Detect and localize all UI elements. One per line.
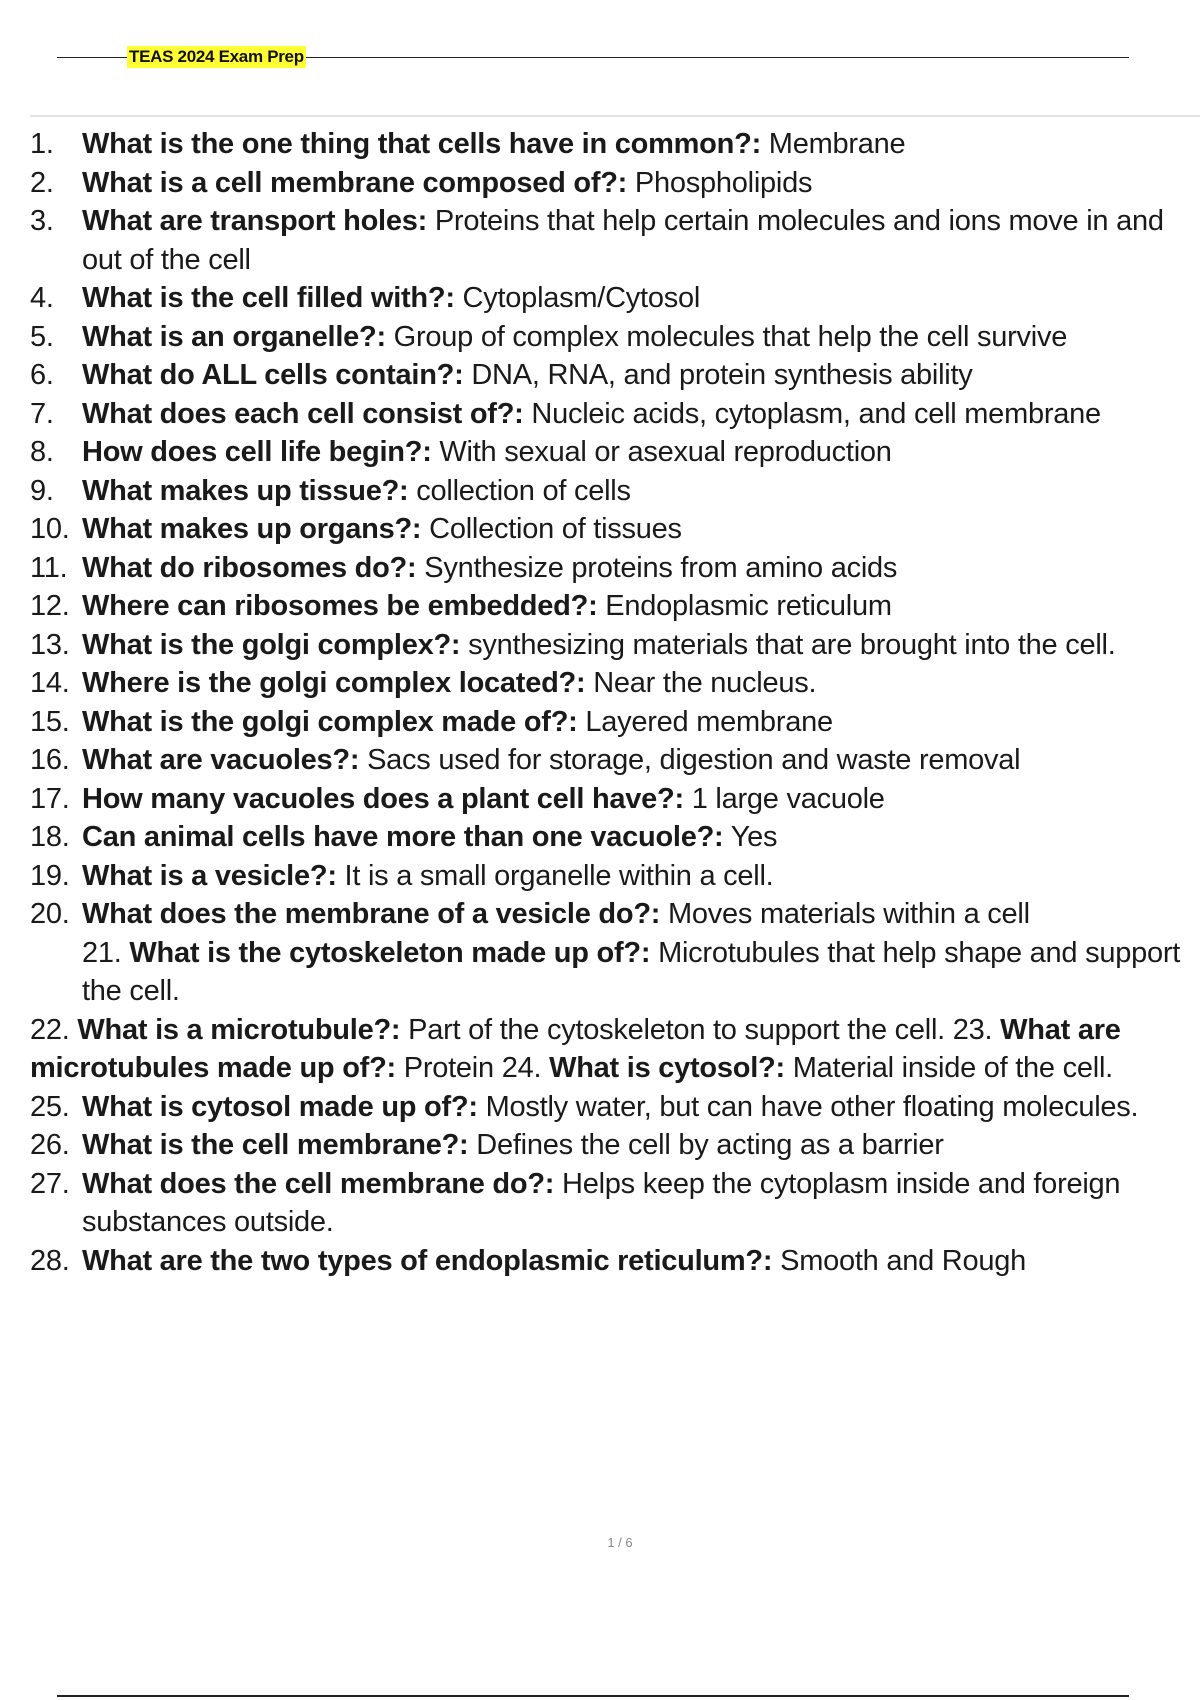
qa-item — [30, 433, 1200, 472]
answer: Defines the cell by acting as a barrier — [468, 1129, 944, 1161]
question: What is a microtubule?: — [77, 1013, 401, 1046]
answer: Membrane — [760, 128, 906, 160]
question: What is cytosol made up of?: — [82, 1090, 478, 1123]
item-number: 27. — [30, 1167, 70, 1200]
qa-item — [30, 818, 1200, 857]
question: Where is the golgi complex located?: — [82, 667, 586, 699]
item-number: 7. — [30, 397, 54, 430]
item-number: 10. — [30, 513, 70, 545]
item-number: 24. — [501, 1052, 542, 1084]
question: Where can ribosomes be embedded?: — [82, 590, 598, 622]
qa-item — [30, 703, 1200, 742]
answer: Part of the cytoskeleton to support the cell. — [400, 1013, 945, 1046]
qa-item — [30, 857, 1200, 896]
item-number: 6. — [30, 359, 54, 391]
answer: Smooth and Rough — [772, 1244, 1027, 1277]
question: What makes up organs?: — [82, 513, 422, 545]
page-number: 1 / 6 — [607, 1535, 633, 1550]
question: What do ribosomes do?: — [82, 551, 417, 584]
item-number: 20. — [30, 898, 70, 930]
answer: collection of cells — [408, 474, 631, 507]
item-number: 5. — [30, 320, 54, 353]
qa-item — [30, 549, 1200, 588]
question: What is the golgi complex made of?: — [82, 705, 578, 738]
qa-item — [30, 895, 1200, 934]
question: What is the cytoskeleton made up of?: — [129, 936, 651, 969]
answer: Nucleic acids, cytoplasm, and cell membrane — [523, 397, 1101, 430]
question: How does cell life begin?: — [82, 436, 432, 468]
content-top-rule — [30, 115, 1200, 117]
question: What does the membrane of a vesicle do?: — [82, 898, 661, 930]
answer: Phospholipids — [627, 166, 813, 199]
qa-item — [30, 741, 1200, 780]
question: What do ALL cells contain?: — [82, 359, 464, 391]
item-number: 12. — [30, 590, 70, 622]
qa-item — [30, 356, 1200, 395]
question: What makes up tissue?: — [82, 474, 409, 507]
answer: Layered membrane — [577, 705, 833, 738]
answer: 1 large vacuole — [683, 782, 885, 815]
qa-item — [30, 279, 1200, 318]
item-number: 25. — [30, 1090, 70, 1123]
answer: Material inside of the cell. — [784, 1052, 1113, 1084]
item-number: 19. — [30, 859, 70, 892]
question: What does each cell consist of?: — [82, 397, 524, 430]
answer: Yes — [723, 821, 778, 853]
item-number: 21. — [82, 936, 122, 969]
question: What is the one thing that cells have in common?: — [82, 128, 761, 160]
footer-rule — [57, 1695, 1129, 1697]
question: What is the cell filled with?: — [82, 282, 455, 314]
answer: Mostly water, but can have other floating molecules. — [477, 1090, 1139, 1123]
item-number: 13. — [30, 628, 70, 661]
item-number: 28. — [30, 1244, 70, 1277]
qa-item — [30, 164, 1200, 203]
answer: Moves materials within a cell — [660, 898, 1030, 930]
qa-item — [30, 202, 1200, 279]
answer: Group of complex molecules that help the cell survive — [385, 320, 1068, 353]
answer: Cytoplasm/Cytosol — [454, 282, 701, 314]
question: What is the golgi complex?: — [82, 628, 461, 661]
answer: With sexual or asexual reproduction — [431, 436, 892, 468]
qa-item — [30, 780, 1200, 819]
question: How many vacuoles does a plant cell have?: — [82, 782, 684, 815]
item-number: 17. — [30, 782, 70, 815]
qa-item — [30, 472, 1200, 511]
question: What are microtubules made up of?: — [30, 1013, 1121, 1084]
item-number: 1. — [30, 128, 54, 160]
question: What is a cell membrane composed of?: — [82, 166, 628, 199]
question: What are the two types of endoplasmic reticulum?: — [82, 1244, 773, 1277]
item-number: 8. — [30, 436, 54, 468]
qa-item — [30, 1126, 1200, 1165]
qa-item — [30, 395, 1200, 434]
qa-item — [30, 626, 1200, 665]
qa-item — [30, 125, 1200, 164]
qa-item — [30, 318, 1200, 357]
qa-item — [30, 934, 1200, 1011]
item-number: 23. — [952, 1013, 993, 1046]
item-number: 18. — [30, 821, 70, 853]
item-number: 2. — [30, 166, 54, 199]
qa-item — [30, 1242, 1200, 1281]
answer: Protein — [395, 1052, 494, 1084]
answer: Sacs used for storage, digestion and waste removal — [359, 744, 1021, 776]
item-number: 9. — [30, 474, 54, 507]
answer: Near the nucleus. — [585, 667, 817, 699]
document-title: TEAS 2024 Exam Prep — [129, 47, 304, 66]
answer: DNA, RNA, and protein synthesis ability — [463, 359, 973, 391]
question: Can animal cells have more than one vacuole?: — [82, 821, 724, 853]
qa-item — [30, 1088, 1200, 1127]
item-number: 26. — [30, 1129, 70, 1161]
qa-item — [30, 664, 1200, 703]
answer: Collection of tissues — [421, 513, 682, 545]
answer: Synthesize proteins from amino acids — [416, 551, 898, 584]
item-number: 11. — [30, 551, 68, 584]
answer: It is a small organelle within a cell. — [336, 859, 774, 892]
question: What does the cell membrane do?: — [82, 1167, 555, 1200]
item-number: 15. — [30, 705, 70, 738]
qa-item — [30, 1165, 1200, 1242]
page-header — [57, 44, 1129, 70]
qa-item — [30, 587, 1200, 626]
qa-item-run-on — [30, 1011, 1200, 1088]
question: What are transport holes: — [82, 205, 428, 237]
item-number: 14. — [30, 667, 70, 699]
question: What is an organelle?: — [82, 320, 386, 353]
answer: Helps keep the cytoplasm inside and foreign substances outside. — [82, 1167, 1121, 1238]
item-number: 4. — [30, 282, 54, 314]
answer: Microtubules that help shape and support the cell. — [82, 936, 1181, 1007]
item-number: 16. — [30, 744, 70, 776]
qa-list — [30, 125, 1200, 1280]
question: What is cytosol?: — [549, 1052, 785, 1084]
item-number: 3. — [30, 205, 54, 237]
answer: Proteins that help certain molecules and ions move in and out of the cell — [82, 205, 1164, 276]
answer: Endoplasmic reticulum — [597, 590, 892, 622]
qa-item — [30, 510, 1200, 549]
answer: synthesizing materials that are brought into the cell. — [460, 628, 1116, 661]
question: What are vacuoles?: — [82, 744, 360, 776]
question: What is a vesicle?: — [82, 859, 337, 892]
item-number: 22. — [30, 1013, 70, 1046]
question: What is the cell membrane?: — [82, 1129, 469, 1161]
